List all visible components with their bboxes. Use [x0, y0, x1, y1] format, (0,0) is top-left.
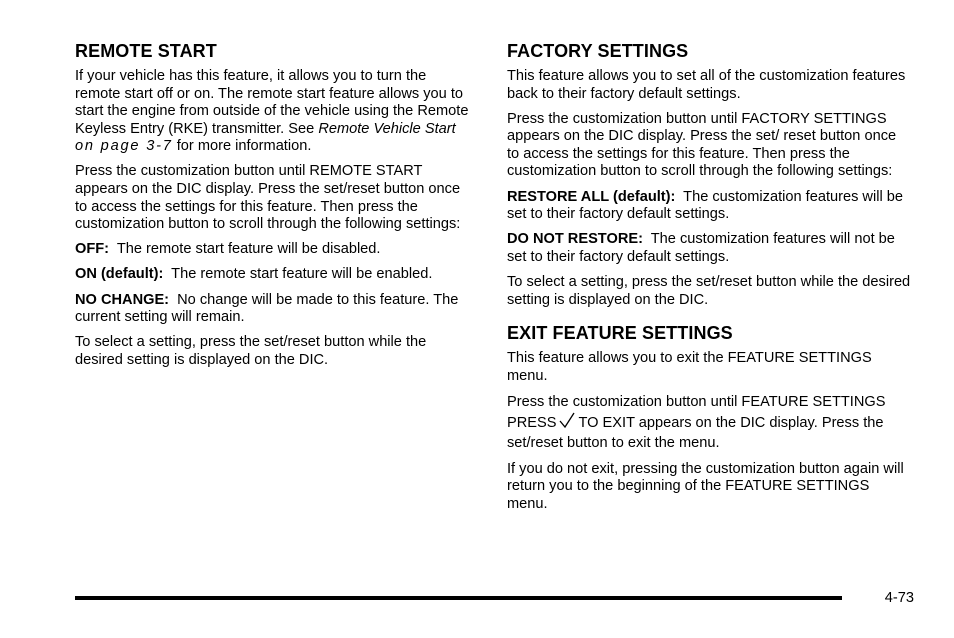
option-do-not-restore	[507, 231, 912, 266]
exit-feature-settings-heading: EXIT FEATURE SETTINGS	[507, 323, 733, 344]
remote-start-intro-text: If your vehicle has this feature, it allows you to turn the remote start off or on. The remote start feature allows you to start the engine from outside of the vehicle using the Remote Keyless Entry (RKE) transmitter. See	[75, 68, 469, 137]
footer-rule	[75, 596, 842, 600]
option-no-change-term: NO CHANGE:	[75, 291, 170, 308]
checkmark-icon	[558, 412, 576, 429]
remote-start-intro	[75, 68, 475, 156]
exit-feature-instructions-start: Press the customization button until FEATURE SETTINGS PRESS	[507, 393, 886, 432]
right-column	[507, 40, 912, 521]
option-off-term: OFF:	[75, 241, 110, 258]
remote-vehicle-start-page-ref[interactable]: on page 3-7	[75, 138, 173, 155]
option-on-term: ON (default):	[75, 266, 164, 283]
left-column	[75, 40, 475, 377]
option-do-not-restore-term: DO NOT RESTORE:	[507, 231, 643, 248]
option-on-default	[75, 266, 475, 284]
exit-feature-instructions-end: TO EXIT appears on the DIC display. Press the set/reset button to exit the menu.	[507, 415, 884, 451]
exit-feature-instructions	[507, 393, 912, 454]
option-no-change-desc: No change will be made to this feature. The current setting will remain.	[75, 291, 459, 326]
option-restore-all	[507, 189, 912, 224]
option-restore-all-term: RESTORE ALL (default):	[507, 188, 676, 205]
remote-start-heading: REMOTE START	[75, 41, 217, 61]
option-on-desc: The remote start feature will be enabled.	[171, 266, 433, 283]
remote-vehicle-start-ref[interactable]: Remote Vehicle Start	[318, 120, 456, 137]
factory-settings-intro: This feature allows you to set all of the customization features back to their factory default settings.	[507, 68, 906, 102]
option-restore-all-desc: The customization features will be set to their factory default settings.	[507, 188, 903, 223]
remote-start-intro-tail: for more information.	[172, 138, 312, 155]
factory-settings-heading: FACTORY SETTINGS	[507, 41, 689, 61]
factory-settings-closing: To select a setting, press the set/reset button while the desired setting is displayed on the DIC.	[507, 273, 911, 308]
option-off-desc: The remote start feature will be disabled.	[116, 241, 381, 258]
exit-feature-closing: If you do not exit, pressing the customization button again will return you to the beginning of the FEATURE SETTINGS menu.	[507, 460, 904, 512]
option-off	[75, 241, 475, 259]
option-no-change	[75, 292, 475, 327]
remote-start-closing: To select a setting, press the set/reset button while the desired setting is displayed on the DIC.	[75, 334, 427, 368]
exit-feature-intro: This feature allows you to exit the FEATURE SETTINGS menu.	[507, 350, 872, 384]
page-number: 4-73	[884, 590, 914, 606]
remote-start-instructions: Press the customization button until REMOTE START appears on the DIC display. Press the set/reset button once to access the settings for this feature. Then press the customization button to scroll through the following settings:	[75, 163, 461, 233]
option-do-not-restore-desc: The customization features will not be set to their factory default settings.	[507, 231, 895, 265]
factory-settings-instructions: Press the customization button until FACTORY SETTINGS appears on the DIC display. Press the set/ reset button once to access the settings for this feature. Then press the customization button to scroll through the following settings:	[507, 110, 897, 180]
